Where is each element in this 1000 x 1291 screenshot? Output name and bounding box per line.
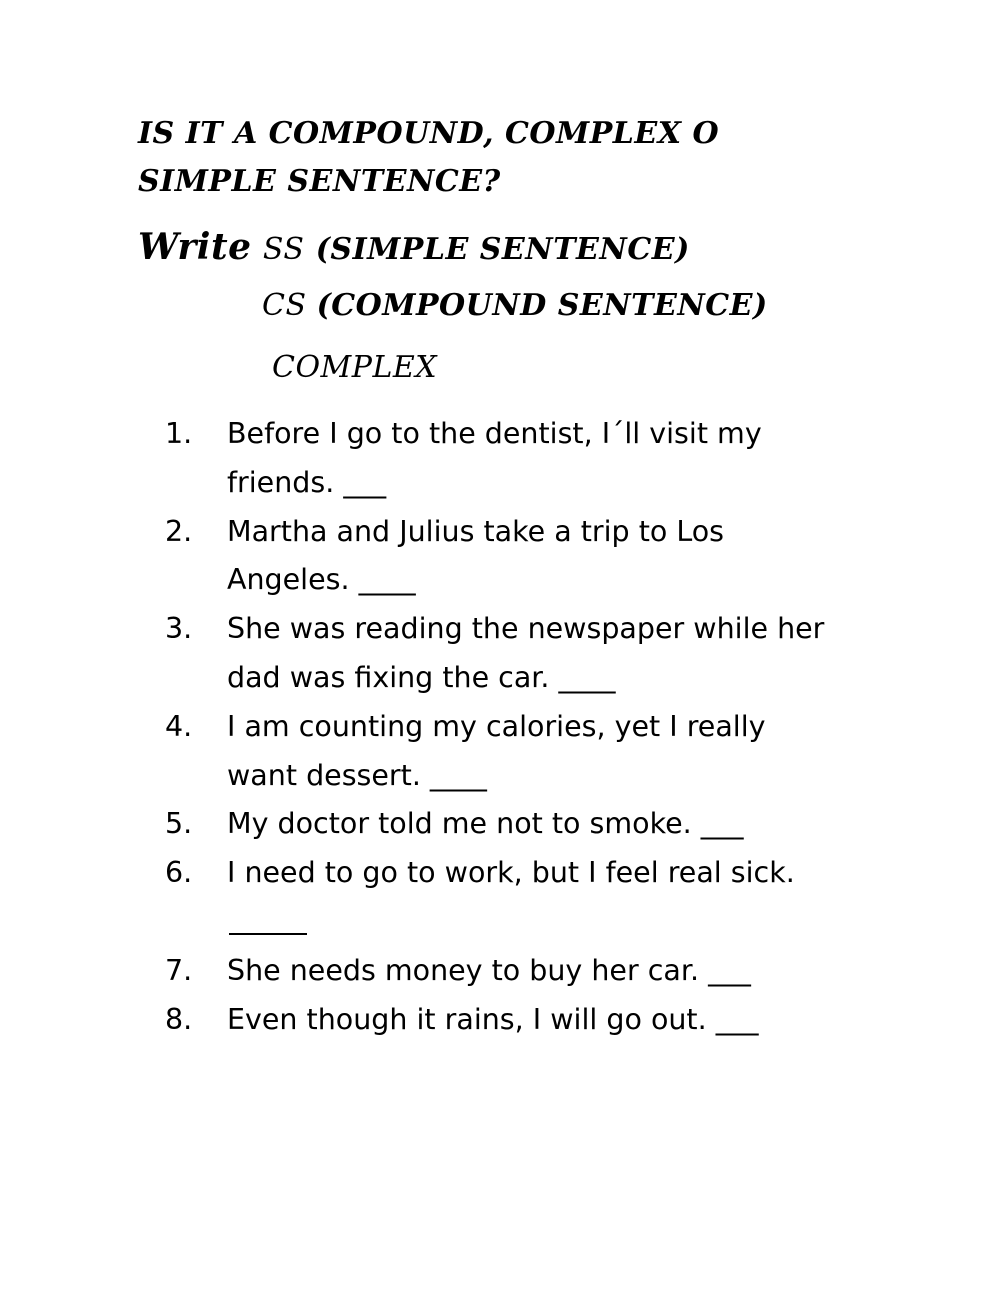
list-item — [0, 849, 1000, 947]
instruction-row-ss — [138, 226, 690, 268]
item-number: 6. — [165, 856, 193, 890]
item-number: 1. — [165, 417, 193, 450]
list-item — [0, 508, 1000, 606]
item-text-line-2: dad was fixing the car. ____ — [227, 660, 616, 694]
item-text-line-1: Even though it rains, I will go out. ___ — [227, 1002, 759, 1036]
cs-description: (COMPOUND SENTENCE) — [316, 288, 768, 323]
list-item — [0, 947, 1000, 996]
list-item — [0, 996, 1000, 1045]
list-item — [0, 605, 1000, 703]
write-label: Write — [138, 226, 252, 268]
item-text-line-2: friends. ___ — [227, 465, 387, 499]
item-number: 7. — [165, 953, 193, 987]
item-text-line-1: My doctor told me not to smoke. ___ — [227, 807, 744, 841]
list-item — [0, 800, 1000, 849]
ss-code: SS — [262, 232, 305, 267]
cs-code: CS — [262, 288, 307, 323]
item-text-line-1: She was reading the newspaper while her — [227, 612, 825, 646]
item-text-line-1: Before I go to the dentist, I´ll visit my — [227, 417, 762, 450]
answer-blank — [227, 898, 307, 947]
complex-label: COMPLEX — [272, 350, 438, 385]
item-text-line-1: I am counting my calories, yet I really — [227, 709, 766, 743]
item-number: 3. — [165, 612, 193, 646]
list-item — [0, 703, 1000, 801]
list-item — [0, 410, 1000, 508]
item-text-line-1: Martha and Julius take a trip to Los — [227, 514, 725, 548]
item-number: 4. — [165, 709, 193, 743]
ss-description: (SIMPLE SENTENCE) — [315, 232, 690, 267]
item-text-line-2: want dessert. ____ — [227, 758, 487, 792]
item-number: 5. — [165, 807, 193, 841]
item-text-line-1: I need to go to work, but I feel real sick. — [227, 856, 795, 890]
title-line-2: SIMPLE SENTENCE? — [138, 164, 501, 199]
item-text-line-1: She needs money to buy her car. ___ — [227, 953, 751, 987]
sentence-list — [0, 410, 1000, 1044]
title-line-1: IS IT A COMPOUND, COMPLEX O — [138, 116, 720, 151]
item-number: 2. — [165, 514, 193, 548]
instruction-row-cs — [262, 288, 768, 323]
item-text-line-2: Angeles. ____ — [227, 563, 416, 597]
item-number: 8. — [165, 1002, 193, 1036]
